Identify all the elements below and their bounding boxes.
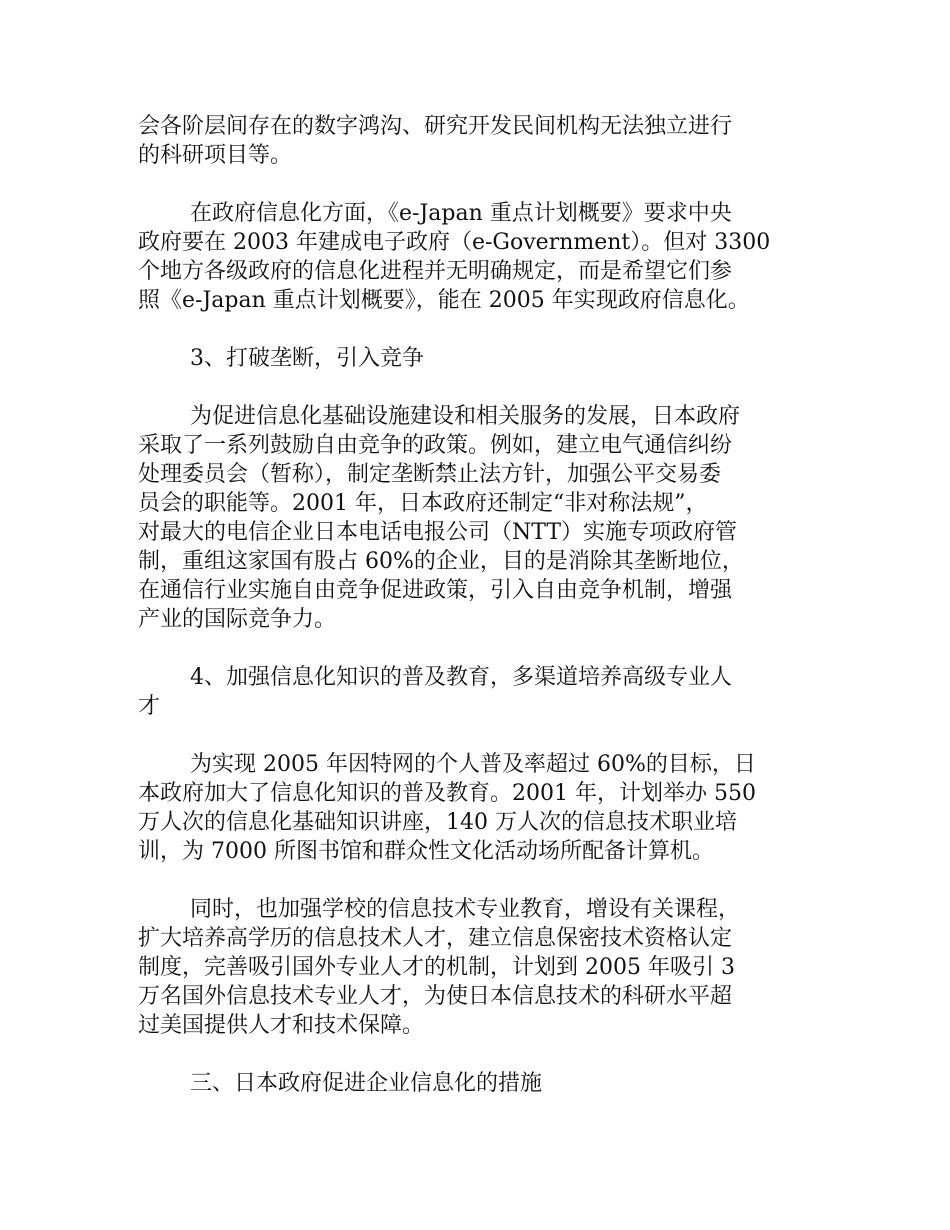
section-heading-enterprise-measures: 三、日本政府促进企业信息化的措施: [190, 1071, 543, 1096]
paragraph-e-government: 在政府信息化方面，《e-Japan 重点计划概要》要求中央 政府要在 2003 年建成电子政府（e-Government）。但对 3300 个地方各级政府的信息化进程并无明确规定，而是希望它们参 照《e-Japan 重点计划概要》，能在 2005 年实现政府信息化。: [138, 201, 771, 313]
paragraph-internet-adoption: 为实现 2005 年因特网的个人普及率超过 60%的目标，日 本政府加大了信息化知识的普及教育。2001 年，计划举办 550 万人次的信息化基础知识讲座，140 万人次的信息技术职业培 训，为 7000 所图书馆和群众性文化活动场所配备计算机。: [138, 752, 756, 864]
section-heading-break-monopoly: 3、打破垄断，引入竞争: [190, 346, 424, 371]
paragraph-competition-policy: 为促进信息化基础设施建设和相关服务的发展，日本政府 采取了一系列鼓励自由竞争的政策。例如，建立电气通信纠纷 处理委员会（暂称），制定垄断禁止法方针，加强公平交易委 员会的职能等。2001 年，日本政府还制定“非对称法规”， 对最大的电信企业日本电话电报公司（NTT）实施专项政府管 制，重组这家国有股占 60%的企业，目的是消除其垄断地位， 在通信行业实施自由竞争促进政策，引入自由竞争机制，增强 产业的国际竞争力。: [138, 404, 744, 632]
document-body: [138, 112, 814, 1098]
paragraph-school-it-education: 同时，也加强学校的信息技术专业教育，增设有关课程， 扩大培养高学历的信息技术人才，建立信息保密技术资格认定 制度，完善吸引国外专业人才的机制，计划到 2005 年吸引 3 万名国外信息技术专业人才，为使日本信息技术的科研水平超 过美国提供人才和技术保障。: [138, 897, 741, 1038]
paragraph-continuation: 会各阶层间存在的数字鸿沟、研究开发民间机构无法独立进行 的科研项目等。: [138, 114, 733, 168]
section-heading-education: 4、加强信息化知识的普及教育，多渠道培养高级专业人 才: [138, 665, 732, 719]
